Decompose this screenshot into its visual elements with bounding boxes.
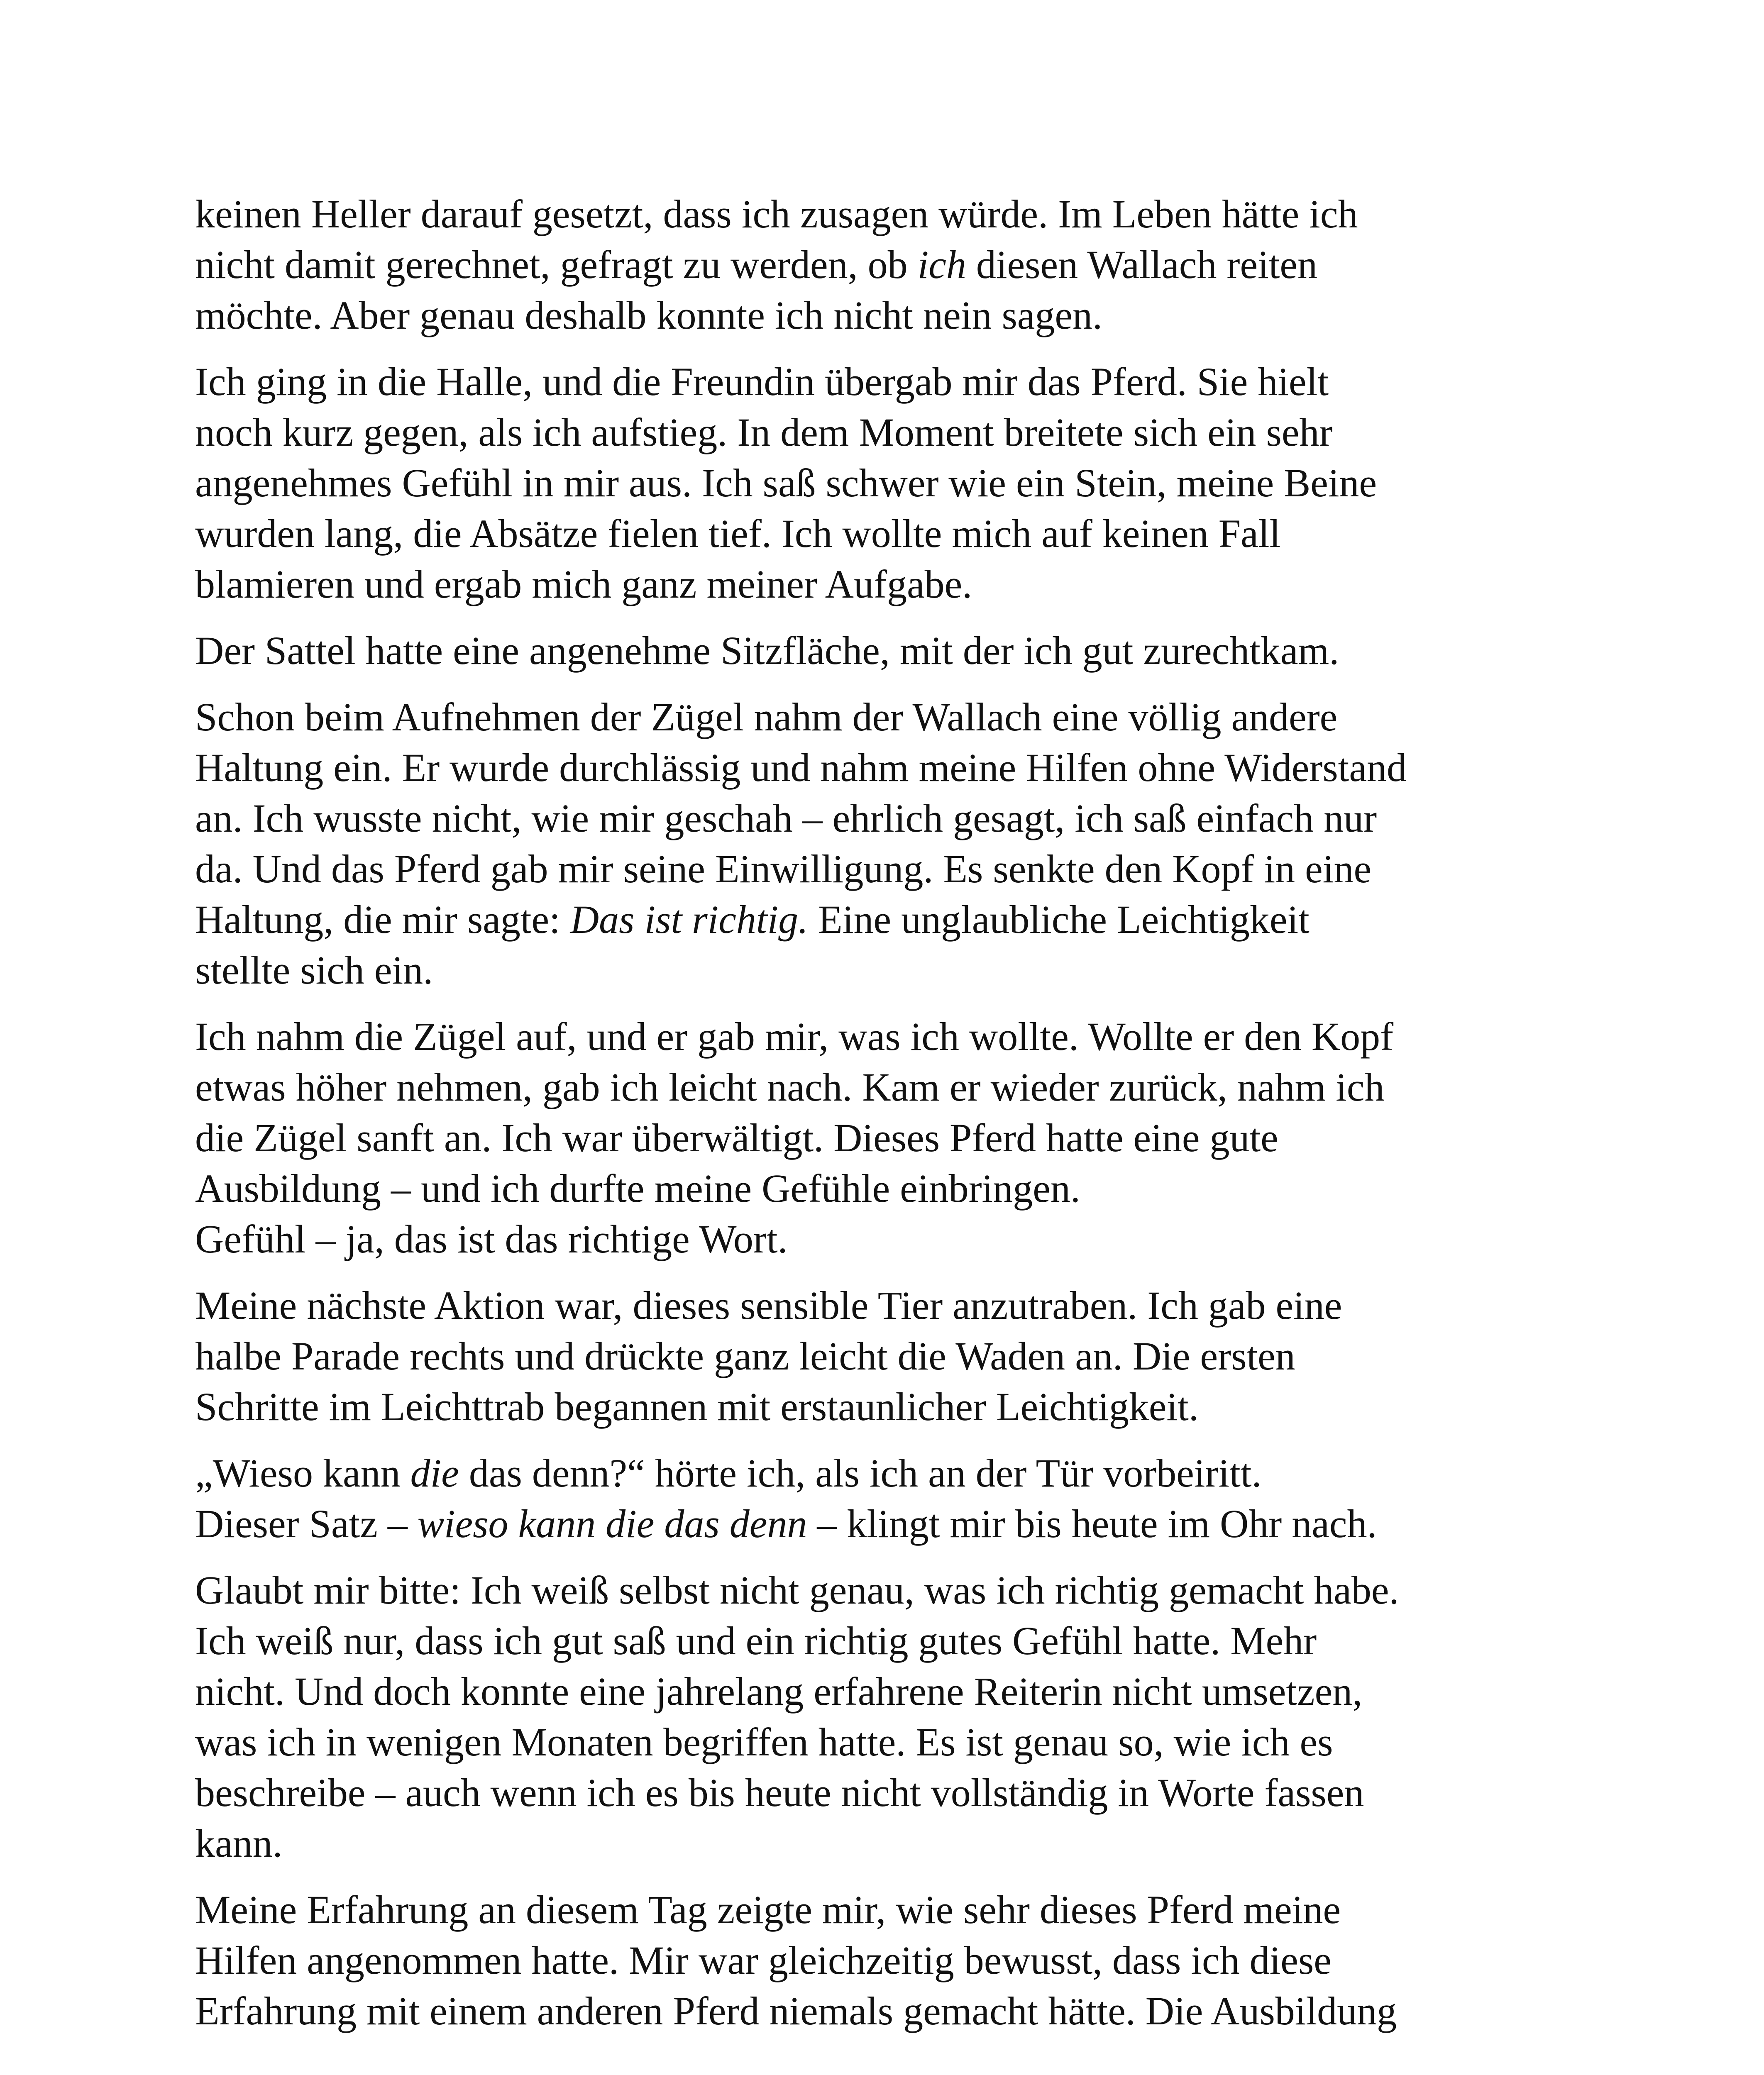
text-run: Ich weiß nur, dass ich gut saß und ein richtig gutes Gefühl hatte. Mehr — [195, 1618, 1317, 1663]
text-run: Hilfen angenommen hatte. Mir war gleichzeitig bewusst, dass ich diese — [195, 1938, 1332, 1982]
text-line — [195, 1214, 1577, 1265]
text-run: an. Ich wusste nicht, wie mir geschah – ehrlich gesagt, ich saß einfach nur — [195, 796, 1377, 840]
text-run: halbe Parade rechts und drückte ganz leicht die Waden an. Die ersten — [195, 1334, 1295, 1378]
italic-text: Das ist richtig. — [570, 897, 809, 942]
text-line — [195, 1885, 1577, 1935]
text-run: Ausbildung – und ich durfte meine Gefühle einbringen. — [195, 1166, 1080, 1211]
text-line — [195, 1280, 1577, 1331]
text-line — [195, 1331, 1577, 1382]
text-run: etwas höher nehmen, gab ich leicht nach. Kam er wieder zurück, nahm ich — [195, 1065, 1385, 1109]
italic-text: die — [410, 1451, 459, 1495]
text-line — [195, 1717, 1577, 1767]
text-line — [195, 356, 1577, 407]
text-line — [195, 894, 1577, 945]
text-line — [195, 407, 1577, 458]
text-run: Meine Erfahrung an diesem Tag zeigte mir, wie sehr dieses Pferd meine — [195, 1887, 1341, 1932]
text-run: noch kurz gegen, als ich aufstieg. In dem Moment breitete sich ein sehr — [195, 410, 1333, 454]
text-line — [195, 1113, 1577, 1163]
paragraph — [195, 356, 1577, 610]
text-run: keinen Heller darauf gesetzt, dass ich zusagen würde. Im Leben hätte ich — [195, 192, 1358, 236]
text-run: möchte. Aber genau deshalb konnte ich nicht nein sagen. — [195, 293, 1103, 337]
text-run: Ich ging in die Halle, und die Freundin übergab mir das Pferd. Sie hielt — [195, 359, 1329, 404]
text-line — [195, 1062, 1577, 1113]
text-line — [195, 239, 1577, 290]
text-line — [195, 559, 1577, 610]
body-text — [195, 189, 1577, 2052]
text-run: Der Sattel hatte eine angenehme Sitzfläche, mit der ich gut zurechtkam. — [195, 628, 1339, 673]
text-run: Haltung ein. Er wurde durchlässig und nahm meine Hilfen ohne Widerstand — [195, 745, 1407, 790]
text-run: Gefühl – ja, das ist das richtige Wort. — [195, 1217, 788, 1261]
text-line — [195, 1382, 1577, 1432]
text-run: kann. — [195, 1821, 283, 1865]
text-run: was ich in wenigen Monaten begriffen hatte. Es ist genau so, wie ich es — [195, 1720, 1333, 1764]
text-line — [195, 1448, 1577, 1499]
paragraph — [195, 1565, 1577, 1869]
text-line — [195, 625, 1577, 676]
paragraph — [195, 1885, 1577, 2036]
text-run: das denn?“ hörte ich, als ich an der Tür vorbeiritt. — [459, 1451, 1262, 1495]
text-run: Glaubt mir bitte: Ich weiß selbst nicht genau, was ich richtig gemacht habe. — [195, 1568, 1399, 1612]
text-run: wurden lang, die Absätze fielen tief. Ich wollte mich auf keinen Fall — [195, 511, 1281, 556]
paragraph — [195, 692, 1577, 996]
text-run: Meine nächste Aktion war, dieses sensible Tier anzutraben. Ich gab eine — [195, 1283, 1342, 1328]
text-run: Haltung, die mir sagte: — [195, 897, 570, 942]
text-line — [195, 1767, 1577, 1818]
paragraph — [195, 1448, 1577, 1549]
text-run: angenehmes Gefühl in mir aus. Ich saß schwer wie ein Stein, meine Beine — [195, 461, 1377, 505]
text-line — [195, 844, 1577, 894]
text-line — [195, 1666, 1577, 1717]
text-line — [195, 508, 1577, 559]
text-line — [195, 1499, 1577, 1549]
text-line — [195, 1986, 1577, 2036]
text-line — [195, 1163, 1577, 1214]
text-line — [195, 1565, 1577, 1616]
text-run: nicht. Und doch konnte eine jahrelang erfahrene Reiterin nicht umsetzen, — [195, 1669, 1363, 1714]
text-line — [195, 692, 1577, 742]
paragraph — [195, 1011, 1577, 1265]
italic-text: ich — [917, 242, 966, 287]
text-line — [195, 1011, 1577, 1062]
text-run: stellte sich ein. — [195, 948, 433, 992]
text-line — [195, 458, 1577, 508]
text-run: Eine unglaubliche Leichtigkeit — [808, 897, 1310, 942]
text-run: beschreibe – auch wenn ich es bis heute nicht vollständig in Worte fassen — [195, 1770, 1364, 1815]
text-line — [195, 1616, 1577, 1666]
text-line — [195, 189, 1577, 239]
paragraph — [195, 1280, 1577, 1432]
text-line — [195, 742, 1577, 793]
text-run: – klingt mir bis heute im Ohr nach. — [807, 1501, 1377, 1546]
text-run: nicht damit gerechnet, gefragt zu werden, ob — [195, 242, 918, 287]
italic-text: wieso kann die das denn — [417, 1501, 807, 1546]
text-run: die Zügel sanft an. Ich war überwältigt. Dieses Pferd hatte eine gute — [195, 1116, 1278, 1160]
text-line — [195, 793, 1577, 844]
text-run: Ich nahm die Zügel auf, und er gab mir, was ich wollte. Wollte er den Kopf — [195, 1014, 1394, 1059]
text-run: diesen Wallach reiten — [966, 242, 1318, 287]
paragraph — [195, 625, 1577, 676]
text-run: blamieren und ergab mich ganz meiner Aufgabe. — [195, 562, 972, 606]
text-line — [195, 1818, 1577, 1869]
text-run: Dieser Satz – — [195, 1501, 418, 1546]
text-run: „Wieso kann — [195, 1451, 410, 1495]
text-line — [195, 290, 1577, 341]
paragraph — [195, 189, 1577, 341]
text-run: Schon beim Aufnehmen der Zügel nahm der Wallach eine völlig andere — [195, 695, 1338, 739]
text-line — [195, 1935, 1577, 1986]
text-run: Schritte im Leichttrab begannen mit erstaunlicher Leichtigkeit. — [195, 1384, 1199, 1429]
text-run: Erfahrung mit einem anderen Pferd niemals gemacht hätte. Die Ausbildung — [195, 1989, 1397, 2033]
text-line — [195, 945, 1577, 996]
text-run: da. Und das Pferd gab mir seine Einwilligung. Es senkte den Kopf in eine — [195, 847, 1372, 891]
